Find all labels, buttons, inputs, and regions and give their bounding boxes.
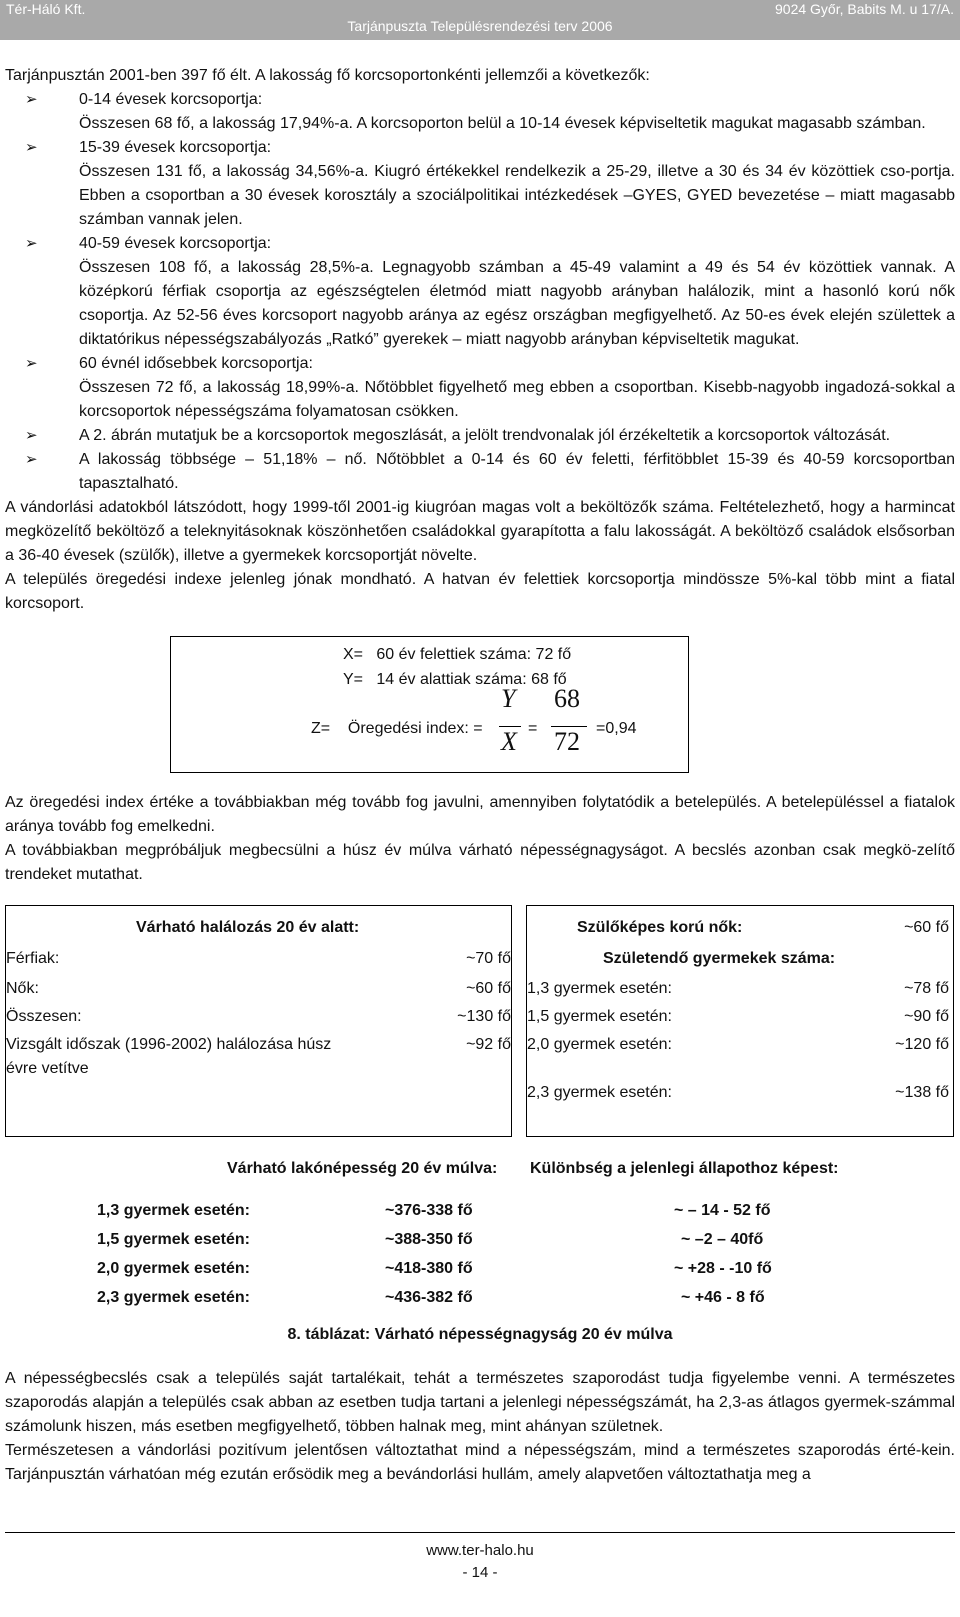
col-header-difference: Különbség a jelenlegi állapothoz képest: — [530, 1160, 839, 1177]
row-difference: ~ +28 - -10 fő — [674, 1260, 772, 1277]
page-header — [0, 0, 960, 40]
row-label: 1,3 gyermek esetén: — [97, 1202, 250, 1219]
row-population: ~418-380 fő — [385, 1260, 473, 1277]
estimate-paragraph: A továbbiakban megpróbáljuk megbecsülni a húsz év múlva várható népességnagyságot. A becslés azonban csak megkö-zelítő trendeket mutathat. — [5, 842, 955, 883]
arrow-bullet-icon: ➢ — [25, 139, 38, 156]
row-value: ~92 fő — [466, 1036, 511, 1053]
bullet-head: 0-14 évesek korcsoportja: — [79, 91, 263, 108]
arrow-bullet-icon: ➢ — [25, 427, 38, 444]
formula-result: =0,94 — [596, 720, 637, 737]
row-value: ~138 fő — [895, 1084, 949, 1101]
row-label: 1,3 gyermek esetén: — [527, 980, 672, 997]
bullet-head: A 2. ábrán mutatjuk be a korcsoportok megoszlását, a jelölt trendvonalak jól érzékeltetik a korcsoportok változását. — [79, 427, 891, 444]
header-company: Tér-Háló Kft. — [6, 1, 86, 17]
header-address: 9024 Győr, Babits M. u 17/A. — [775, 1, 954, 17]
birth-subtitle: Születendő gyermekek száma: — [603, 950, 836, 967]
bullet-head: 60 évnél idősebbek korcsoportja: — [79, 355, 313, 372]
row-label: 1,5 gyermek esetén: — [527, 1008, 672, 1025]
row-difference: ~ +46 - 8 fő — [681, 1289, 765, 1306]
formula-numerator-68: 68 — [554, 684, 580, 713]
page-number: - 14 - — [462, 1564, 498, 1581]
row-label: Férfiak: — [6, 950, 60, 967]
row-value: ~130 fő — [457, 1008, 511, 1025]
formula-y-line: Y= 14 év alattiak száma: 68 fő — [343, 671, 567, 688]
arrow-bullet-icon: ➢ — [25, 91, 38, 108]
formula-z-label: Z= Öregedési index: = — [311, 720, 483, 737]
row-label: 2,0 gyermek esetén: — [527, 1036, 672, 1053]
row-label: 2,3 gyermek esetén: — [527, 1084, 672, 1101]
bullet-head: 40-59 évesek korcsoportja: — [79, 235, 272, 252]
bullet-item — [5, 448, 955, 496]
bullet-head: 15-39 évesek korcsoportja: — [79, 139, 272, 156]
aging-paragraph: A település öregedési indexe jelenleg jónak mondható. A hatvan év felettiek korcsoportja mindössze 5%-kal több mint a fiatal korcsoport. — [5, 571, 955, 612]
row-value: ~70 fő — [466, 950, 511, 967]
birth-title: Szülőképes korú nők: — [577, 919, 743, 936]
bullet-text: Összesen 108 fő, a lakosság 28,5%-a. Legnagyobb számban a 45-49 valamint a 49 és 54 év közöttiek vannak. A középkorú férfiak csoportja az egészségtelen életmód miatt nagyobb arányban halálozik, mint a hasonló korú nők csoportja. Az 52-56 éves korcsoport nagyobb aránya az egész országban megfigyelhető. Az 50-es évek elején születtek a diktatórikus népességszabályozás „Ratkó” gyerekek – miatt nagyobb arányban képviseltetik magukat. — [79, 259, 955, 348]
col-header-population: Várható lakónépesség 20 év múlva: — [227, 1160, 498, 1177]
arrow-bullet-icon: ➢ — [25, 235, 38, 252]
row-difference: ~ – 14 - 52 fő — [674, 1202, 771, 1219]
footer-website: www.ter-halo.hu — [426, 1542, 534, 1559]
aging-index-formula-box — [170, 636, 689, 773]
formula-x-line: X= 60 év felettiek száma: 72 fő — [343, 646, 572, 663]
row-label: 2,0 gyermek esetén: — [97, 1260, 250, 1277]
row-value: ~78 fő — [904, 980, 949, 997]
row-difference: ~ –2 – 40fő — [681, 1231, 764, 1248]
row-population: ~388-350 fő — [385, 1231, 473, 1248]
row-label: 2,3 gyermek esetén: — [97, 1289, 250, 1306]
row-value: ~90 fő — [904, 1008, 949, 1025]
formula-denominator-72: 72 — [554, 727, 580, 756]
row-population: ~376-338 fő — [385, 1202, 473, 1219]
natural-growth-paragraph: A népességbecslés csak a település saját tartalékait, tehát a természetes szaporodást tudja figyelembe venni. A természetes szaporodás alapján a település csak abban az esetben tudja tartani a jelenlegi népességszámát, ha 2,3-as átlagos gyermek-számmal számolunk hiszen, más esetben megfigyelhető, többen halnak meg, mint ahányan születnek. — [5, 1370, 955, 1435]
migration-paragraph: A vándorlási adatokból látszódott, hogy 1999-től 2001-ig kiugróan magas volt a beköltözők száma. Feltételezhető, hogy a harmincat megközelítő beköltöző a teleknyitásoknak köszönhetően családokkal gyarapította a falu lakosságát. A beköltöző családok elsősorban a 36-40 évesek (szülők), illetve a gyermekek korcsoportját növelte. — [5, 499, 955, 564]
arrow-bullet-icon: ➢ — [25, 355, 38, 372]
migration-effect-paragraph: Természetesen a vándorlási pozitívum jelentősen változtathat mind a népességszám, mind a természetes szaporodás érté-kein. Tarjánpusztán várhatóan még ezután erősödik meg a bevándorlási hullám, amely alapvetően változtathatja meg a — [5, 1442, 955, 1483]
row-label: Összesen: — [6, 1008, 82, 1025]
bullet-text: Összesen 72 fő, a lakosság 18,99%-a. Nőtöbblet figyelhető meg ebben a csoportban. Kisebb-nagyobb ingadozá-sokkal a korcsoportok népességszáma folyamatosan csökken. — [79, 379, 955, 420]
bullet-item — [5, 136, 955, 160]
row-population: ~436-382 fő — [385, 1289, 473, 1306]
formula-equals: = — [528, 720, 538, 737]
bullet-item — [5, 424, 955, 448]
bullet-text: Összesen 68 fő, a lakosság 17,94%-a. A korcsoporton belül a 10-14 évesek képviseltetik magukat magasabb számban. — [79, 115, 926, 132]
bullet-item — [5, 88, 955, 112]
header-title: Tarjánpuszta Településrendezési terv 2006 — [347, 18, 613, 34]
bullet-head: A lakosság többsége – 51,18% – nő. Nőtöbblet a 0-14 és 60 év feletti, férfitöbblet 15-39 és 40-59 korcsoportban tapasztalható. — [79, 451, 955, 492]
document-body — [5, 64, 955, 1487]
birth-title-value: ~60 fő — [904, 919, 949, 936]
bullet-item — [5, 232, 955, 256]
table-caption: 8. táblázat: Várható népességnagyság 20 év múlva — [287, 1326, 673, 1343]
row-value: ~60 fő — [466, 980, 511, 997]
birth-table — [526, 905, 954, 1137]
index-outlook-paragraph: Az öregedési index értéke a továbbiakban még tovább fog javulni, amennyiben folytatódik a betelepülés. A betelepüléssel a fiatalok aránya tovább fog emelkedni. — [5, 794, 955, 835]
row-label: Vizsgált időszak (1996-2002) halálozása húsz évre vetítve — [6, 1036, 332, 1077]
row-value: ~120 fő — [895, 1036, 949, 1053]
row-label: Nők: — [6, 980, 39, 997]
mortality-table — [5, 905, 512, 1137]
population-forecast-table — [5, 1147, 955, 1317]
mortality-title: Várható halálozás 20 év alatt: — [136, 919, 360, 936]
formula-numerator-y: Y — [501, 684, 516, 713]
intro-paragraph: Tarjánpusztán 2001-ben 397 fő élt. A lakosság fő korcsoportonkénti jellemzői a következők: — [5, 67, 650, 84]
row-label: 1,5 gyermek esetén: — [97, 1231, 250, 1248]
bullet-item — [5, 352, 955, 376]
arrow-bullet-icon: ➢ — [25, 451, 38, 468]
footer-rule — [5, 1532, 955, 1533]
formula-denominator-x: X — [501, 727, 517, 756]
mortality-birth-tables — [5, 905, 955, 1137]
bullet-text: Összesen 131 fő, a lakosság 34,56%-a. Kiugró értékekkel rendelkezik a 25-29, illetve a 30 és 34 év közöttiek cso-portja. Ebben a csoportban a 30 évesek korosztály a szociálpolitikai intézkedések –GYES, GYED bevezetése – miatt magasabb számban vannak jelen. — [79, 163, 955, 228]
